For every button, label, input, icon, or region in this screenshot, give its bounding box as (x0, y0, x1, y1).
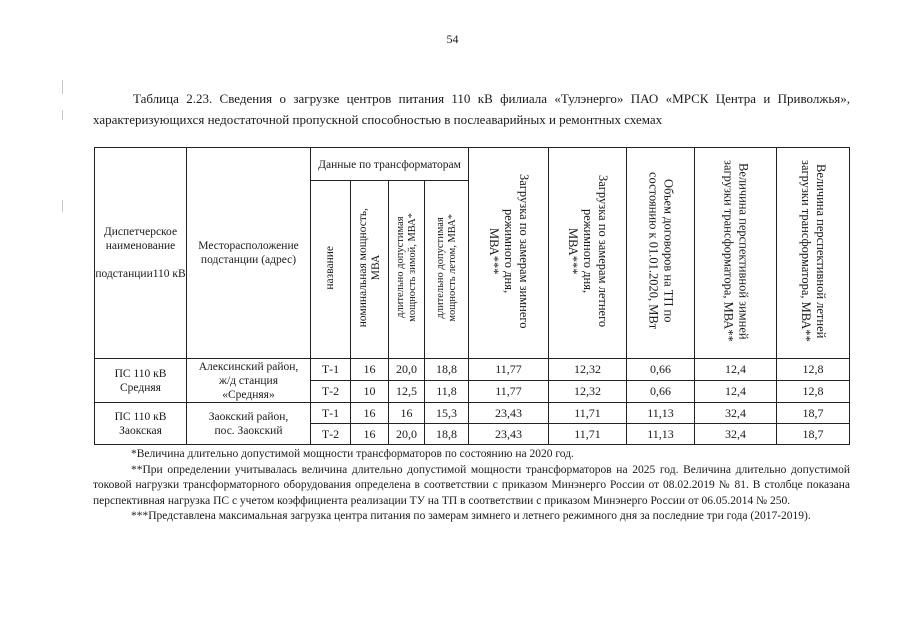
header-contracts (627, 148, 695, 359)
substation-load-table (94, 147, 850, 445)
header-nominal-power (351, 181, 389, 359)
header-name-text: название (324, 245, 336, 290)
substation-location: Заокский район, пос. Заокский (208, 410, 289, 437)
transformer-name: Т-1 (311, 359, 351, 381)
persp-summer-value: 12,8 (777, 359, 850, 381)
contracts-value: 11,13 (627, 403, 695, 424)
summer-load-value: 11,71 (549, 403, 627, 424)
substation-name: ПС 110 кВ Средняя (114, 367, 167, 394)
substation-name-cell (95, 359, 187, 403)
summer-load-value: 11,71 (549, 424, 627, 445)
nominal-power-value: 16 (351, 403, 389, 424)
winter-power-value: 12,5 (389, 381, 425, 403)
header-summer-power (425, 181, 469, 359)
substation-name-cell (95, 403, 187, 445)
nominal-power-value: 16 (351, 359, 389, 381)
substation-location-cell (187, 403, 311, 445)
header-transformer-group-text: Данные по трансформаторам (318, 158, 461, 171)
header-winter-power-text: длительно допустимая мощность зимой, МВА* (394, 213, 418, 322)
scan-margin-mark (62, 80, 63, 94)
transformer-name: Т-1 (311, 403, 351, 424)
winter-load-value: 11,77 (469, 381, 549, 403)
header-location (187, 148, 311, 359)
transformer-name: Т-2 (311, 424, 351, 445)
footnote-3: ***Представлена максимальная загрузка центра питания по замерам зимнего и летнего режимного дня за последние три года (2017-2019). (131, 510, 811, 522)
header-persp-summer (777, 148, 850, 359)
contracts-value: 0,66 (627, 359, 695, 381)
summer-power-value: 18,8 (425, 359, 469, 381)
header-winter-load-text: Загрузка по замерам зимнего режимного дня, МВА*** (487, 173, 532, 329)
winter-power-value: 16 (389, 403, 425, 424)
contracts-value: 11,13 (627, 424, 695, 445)
summer-power-value: 18,8 (425, 424, 469, 445)
header-summer-load (549, 148, 627, 359)
table-caption: Таблица 2.23. Сведения о загрузке центров питания 110 кВ филиала «Тулэнерго» ПАО «МРСК Центра и Приволжья», характеризующихся недостаточной пропускной способностью в послеаварийных и ремонтных схемах (93, 91, 850, 127)
persp-winter-value: 32,4 (695, 403, 777, 424)
substation-location: Алексинский район, ж/д станция «Средняя» (198, 360, 299, 401)
nominal-power-value: 16 (351, 424, 389, 445)
persp-winter-value: 32,4 (695, 424, 777, 445)
header-persp-winter-text: Величина перспективной зимней загрузки трансформатора, МВА** (721, 160, 751, 342)
header-dispatch-name (95, 148, 187, 359)
winter-load-value: 23,43 (469, 424, 549, 445)
footnote-1: *Величина длительно допустимой мощности трансформаторов по состоянию на 2020 год. (131, 448, 574, 460)
winter-load-value: 11,77 (469, 359, 549, 381)
header-name (311, 181, 351, 359)
table-footnotes (93, 447, 850, 525)
table-row (95, 359, 850, 381)
header-persp-summer-text: Величина перспективной летней загрузки трансформатора, МВА** (799, 160, 829, 342)
header-nominal-power-text: номинальная мощность, МВА (356, 207, 382, 328)
header-summer-power-text: длительно допустимая мощность летом, МВА* (434, 213, 458, 322)
footnote-2: **При определении учитывалась величина длительно допустимой мощности трансформаторов на 2025 год. Величина длительно допустимой токовой нагрузки трансформаторного оборудования определена в соответствии с приказом Минэнерго России от 08.02.2019 № 81. В столбце показана перспективная нагрузка ПС с учетом коэффициента реализации ТУ на ТП в соответствии с приказом Минэнерго России от 06.05.2014 № 250. (93, 463, 850, 507)
persp-winter-value: 12,4 (695, 359, 777, 381)
header-persp-winter (695, 148, 777, 359)
header-summer-load-text: Загрузка по замерам летнего режимного дня, МВА*** (566, 174, 611, 328)
summer-load-value: 12,32 (549, 381, 627, 403)
winter-power-value: 20,0 (389, 424, 425, 445)
winter-load-value: 23,43 (469, 403, 549, 424)
persp-summer-value: 18,7 (777, 403, 850, 424)
summer-load-value: 12,32 (549, 359, 627, 381)
substation-location-cell (187, 359, 311, 403)
table-row (95, 403, 850, 424)
summer-power-value: 11,8 (425, 381, 469, 403)
persp-summer-value: 12,8 (777, 381, 850, 403)
header-winter-power (389, 181, 425, 359)
persp-summer-value: 18,7 (777, 424, 850, 445)
winter-power-value: 20,0 (389, 359, 425, 381)
contracts-value: 0,66 (627, 381, 695, 403)
transformer-name: Т-2 (311, 381, 351, 403)
page-number: 54 (446, 32, 459, 46)
header-transformer-group (311, 148, 469, 181)
persp-winter-value: 12,4 (695, 381, 777, 403)
header-winter-load (469, 148, 549, 359)
scan-margin-mark (62, 110, 63, 120)
scan-margin-mark (62, 200, 63, 212)
nominal-power-value: 10 (351, 381, 389, 403)
summer-power-value: 15,3 (425, 403, 469, 424)
header-dispatch-name-text: Диспетчерское наименование подстанции110 кВ (95, 226, 186, 280)
header-location-text: Месторасположение подстанции (адрес) (198, 240, 299, 266)
header-contracts-text: Объем договоров на ТП по состоянию к 01.01.2020, МВт (646, 172, 676, 330)
substation-name: ПС 110 кВ Заокская (114, 410, 167, 437)
